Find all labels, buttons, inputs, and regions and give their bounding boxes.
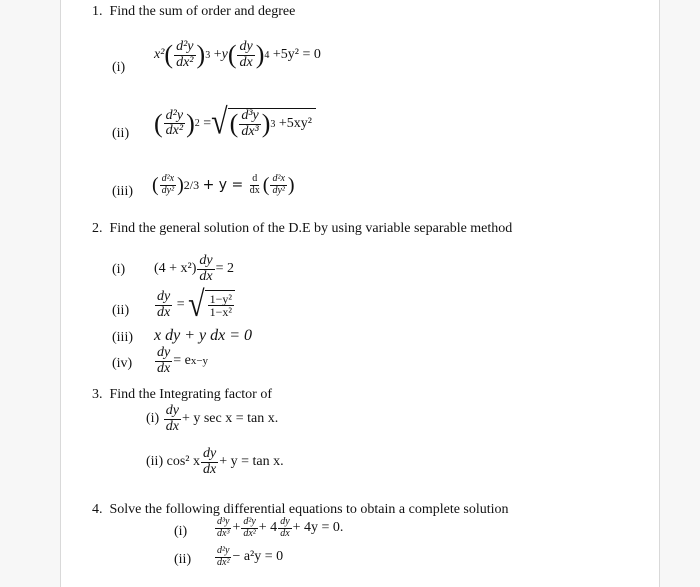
q3-equation-ii: (ii) cos² x $\frac{dy}{dx}$ + y = tan x.	[146, 446, 284, 477]
q1-equation-i: x² ( $\frac{\text{d²y}}{\text{dx²}}$ ) 3 + y ( $\frac{dy}{dx}$ ) 4 +5y² = 0	[154, 39, 321, 70]
question-3: 3. Find the Integrating factor of	[92, 387, 273, 402]
q1-label-i: (i)	[112, 60, 126, 75]
question-4: 4. Solve the following differential equations to obtain a complete solution	[92, 502, 509, 517]
q2-label-ii: (ii)	[112, 303, 130, 318]
q2-equation-ii: $\frac{dy}{dx}$ = √ $\frac{\text{1−y²}}{\text{1−x²}}$	[154, 290, 235, 320]
q1-label-ii: (ii)	[112, 126, 130, 141]
q2-label-i: (i)	[112, 262, 126, 277]
q4-label-ii: (ii)	[174, 552, 192, 567]
q4-label-i: (i)	[174, 524, 188, 539]
question-2: 2. Find the general solution of the D.E by using variable separable method	[92, 221, 513, 236]
q3-equation-i: (i) $\frac{dy}{dx}$ + y sec x = tan x.	[146, 403, 279, 434]
q2-equation-iii: x dy + y dx = 0	[154, 327, 252, 344]
q2-label-iii: (iii)	[112, 330, 133, 345]
q2-equation-iv: $\frac{dy}{dx}$ = e x−y	[157, 345, 209, 376]
q4-equation-ii: $\frac{\text{d²y}}{\text{dx²}}$ − a²y = 0	[217, 545, 284, 568]
q2-label-iv: (iv)	[112, 356, 133, 371]
left-margin	[0, 0, 60, 587]
question-1: 1. Find the sum of order and degree	[92, 4, 296, 19]
right-margin	[660, 0, 700, 587]
q1-label-iii: (iii)	[112, 184, 133, 199]
document-page	[60, 0, 660, 587]
q1-equation-ii: ( $\frac{\text{d²y}}{\text{dx²}}$ ) 2 = √ ( $\frac{\text{d³y}}{\text{dx³}}$ ) 3 +5xy²	[154, 108, 316, 139]
q2-equation-i: (4 + x²) $\frac{dy}{dx}$ = 2	[154, 253, 235, 284]
q4-equation-i: $\frac{\text{d³y}}{\text{dx³}}$ + $\frac{\text{d²y}}{\text{dx²}}$ + 4 $\frac{dy}{dx}$ + 4y = 0.	[217, 516, 344, 539]
q1-equation-iii: ( $\frac{\text{d²x}}{\text{dy²}}$ ) 2/3 + y = $\frac{d}{dx}$ ( $\frac{\text{d²x}}{\text{dy²}}$ )	[152, 173, 295, 196]
